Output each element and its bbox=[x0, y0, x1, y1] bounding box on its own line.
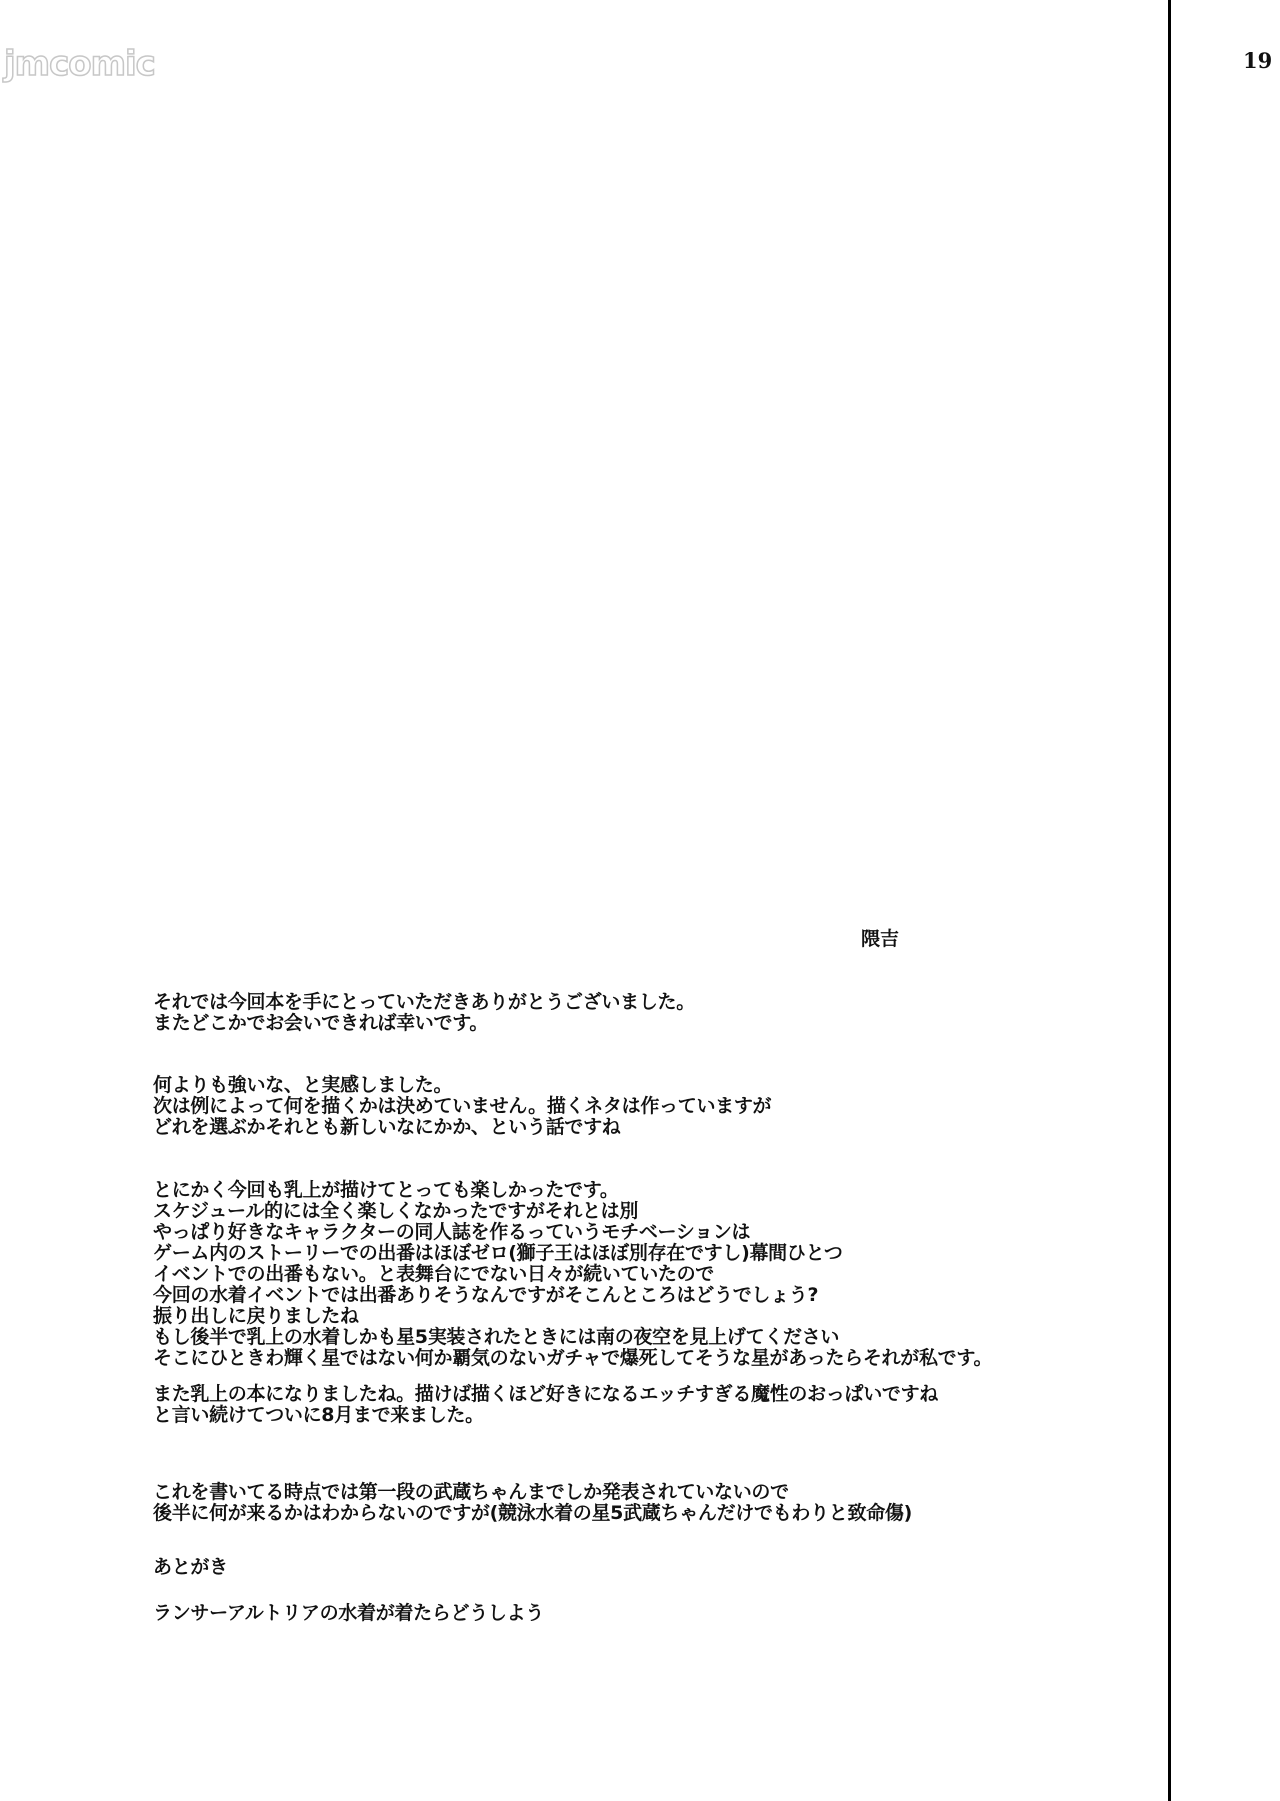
text-line: もし後半で乳上の水着しかも星5実装されたときには南の夜空を見上げてください bbox=[153, 1326, 840, 1348]
text-line: 今回の水着イベントでは出番ありそうなんですがそこんところはどうでしょう? bbox=[153, 1284, 819, 1306]
watermark-logo: jmcomic bbox=[4, 44, 155, 84]
text-line: また乳上の本になりましたね。描けば描くほど好きになるエッチすぎる魔性のおっぱいですね bbox=[153, 1383, 939, 1405]
text-line: 振り出しに戻りましたね bbox=[153, 1305, 359, 1327]
page-edge-line bbox=[1168, 0, 1171, 1801]
text-line: そこにひときわ輝く星ではない何か覇気のないガチャで爆死してそうな星があったらそれが私です。 bbox=[153, 1347, 993, 1369]
main-afterword-paragraph bbox=[153, 1180, 992, 1369]
next-plan-paragraph bbox=[153, 1075, 771, 1138]
heading-text: あとがき bbox=[153, 1556, 228, 1578]
closing-line bbox=[153, 1603, 544, 1624]
book-intro-paragraph bbox=[153, 1384, 938, 1426]
text-line: ゲーム内のストーリーでの出番はほぼゼロ(獅子王はほぼ別存在ですし)幕間ひとつ bbox=[153, 1242, 843, 1264]
text-line: スケジュール的には全く楽しくなかったですがそれとは別 bbox=[153, 1200, 639, 1222]
swimsuit-event-paragraph bbox=[153, 1482, 912, 1524]
text-line: またどこかでお会いできれば幸いです。 bbox=[153, 1012, 489, 1034]
text-line: 次は例によって何を描くかは決めていません。描くネタは作っていますが bbox=[153, 1095, 772, 1117]
text-line: やっぱり好きなキャラクターの同人誌を作るっていうモチベーションは bbox=[153, 1221, 751, 1243]
text-line: とにかく今回も乳上が描けてとっても楽しかったです。 bbox=[153, 1179, 619, 1201]
text-line: イベントでの出番もない。と表舞台にでない日々が続いていたので bbox=[153, 1263, 715, 1285]
text-line: これを書いてる時点では第一段の武蔵ちゃんまでしか発表されていないので bbox=[153, 1481, 789, 1503]
page-number: 19 bbox=[1243, 48, 1273, 73]
text-line: 何よりも強いな、と実感しました。 bbox=[153, 1074, 453, 1096]
text-line: それでは今回本を手にとっていただきありがとうございました。 bbox=[153, 991, 695, 1013]
text-line: どれを選ぶかそれとも新しいなにかか、という話ですね bbox=[153, 1116, 621, 1138]
text-line: 後半に何が来るかはわからないのですが(競泳水着の星5武蔵ちゃんだけでもわりと致命傷) bbox=[153, 1502, 912, 1524]
text-line: と言い続けてついに8月まで来ました。 bbox=[153, 1404, 484, 1426]
closing-thanks-paragraph bbox=[153, 992, 695, 1034]
author-signature: 隈吉 bbox=[861, 928, 900, 950]
text-line: ランサーアルトリアの水着が着たらどうしよう bbox=[153, 1602, 544, 1624]
afterword-heading bbox=[153, 1557, 228, 1578]
